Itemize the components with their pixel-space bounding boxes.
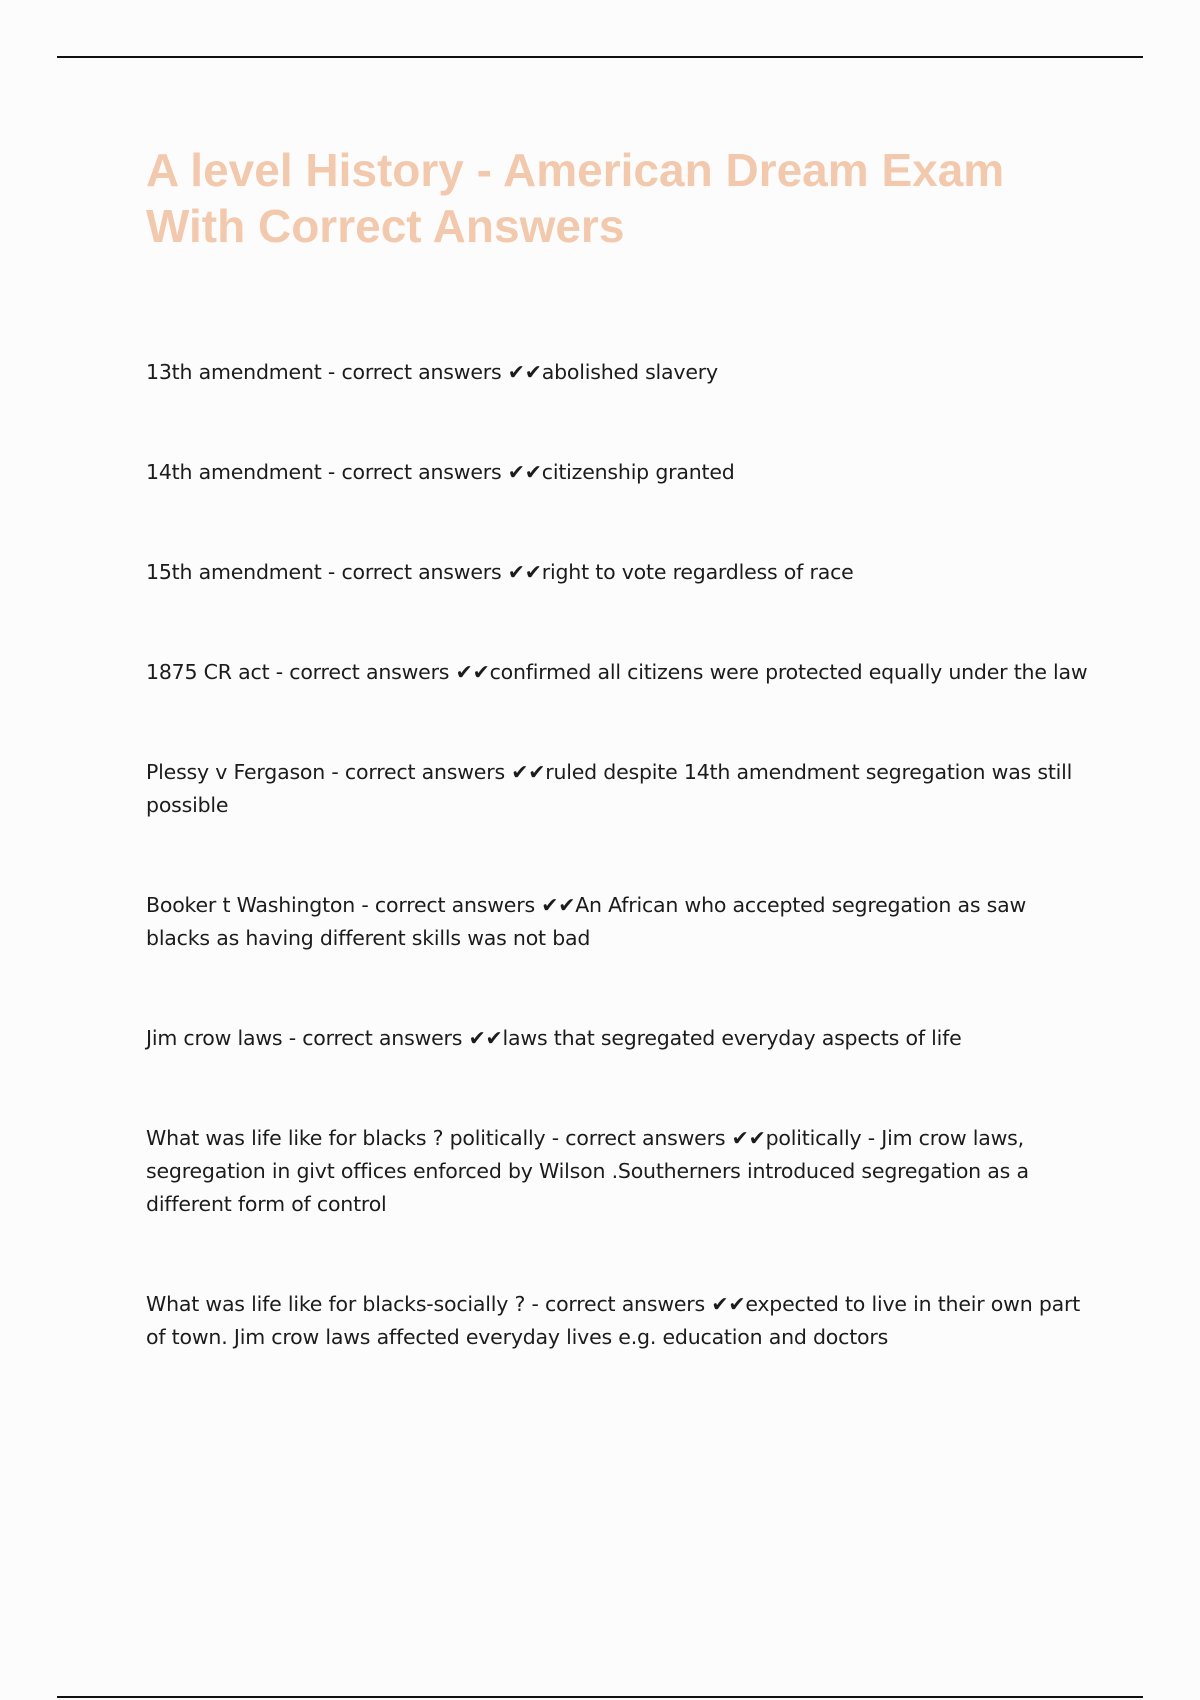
qa-term: 13th amendment (146, 360, 322, 384)
qa-item (146, 556, 1096, 589)
qa-separator: - correct answers (525, 1292, 712, 1316)
qa-term: Plessy v Fergason (146, 760, 326, 784)
check-icon: ✔✔ (507, 460, 542, 484)
check-icon: ✔✔ (711, 1292, 746, 1316)
qa-answer: ruled despite 14th amendment segregation was still possible (146, 760, 1073, 817)
qa-term: 15th amendment (146, 560, 322, 584)
qa-term: What was life like for blacks ? politically (146, 1126, 546, 1150)
document-title: A level History - American Dream Exam With Correct Answers (146, 144, 1005, 252)
qa-term: 1875 CR act (146, 660, 270, 684)
qa-item (146, 356, 1096, 389)
qa-separator: - correct answers (321, 560, 508, 584)
qa-separator: - correct answers (545, 1126, 732, 1150)
check-icon: ✔✔ (731, 1126, 766, 1150)
check-icon: ✔✔ (507, 360, 542, 384)
qa-term: Jim crow laws (146, 1026, 283, 1050)
qa-item (146, 756, 1096, 822)
qa-answer: laws that segregated everyday aspects of life (502, 1026, 962, 1050)
qa-item (146, 1288, 1096, 1354)
qa-separator: - correct answers (325, 760, 512, 784)
check-icon: ✔✔ (468, 1026, 503, 1050)
check-icon: ✔✔ (455, 660, 490, 684)
qa-item (146, 656, 1096, 689)
qa-list (146, 356, 1096, 1421)
qa-term: 14th amendment (146, 460, 322, 484)
check-icon: ✔✔ (541, 893, 576, 917)
qa-term: What was life like for blacks-socially ? (146, 1292, 526, 1316)
top-rule (57, 56, 1143, 58)
qa-separator: - correct answers (321, 460, 508, 484)
qa-answer: expected to live in their own part of town. Jim crow laws affected everyday lives e.g. education and doctors (146, 1292, 1081, 1349)
qa-term: Booker t Washington (146, 893, 356, 917)
qa-separator: - correct answers (321, 360, 508, 384)
qa-item (146, 1022, 1096, 1055)
check-icon: ✔✔ (511, 760, 546, 784)
qa-answer: politically - Jim crow laws, segregation in givt offices enforced by Wilson .Southerners introduced segregation as a different form of control (146, 1126, 1029, 1216)
qa-answer: abolished slavery (541, 360, 718, 384)
bottom-rule (57, 1696, 1143, 1698)
check-icon: ✔✔ (507, 560, 542, 584)
qa-separator: - correct answers (282, 1026, 469, 1050)
qa-item (146, 889, 1096, 955)
qa-answer: right to vote regardless of race (541, 560, 854, 584)
qa-item (146, 1122, 1096, 1221)
qa-answer: An African who accepted segregation as saw blacks as having different skills was not bad (146, 893, 1027, 950)
qa-separator: - correct answers (355, 893, 542, 917)
qa-answer: citizenship granted (541, 460, 735, 484)
qa-separator: - correct answers (269, 660, 456, 684)
qa-item (146, 456, 1096, 489)
qa-answer: confirmed all citizens were protected equally under the law (489, 660, 1088, 684)
